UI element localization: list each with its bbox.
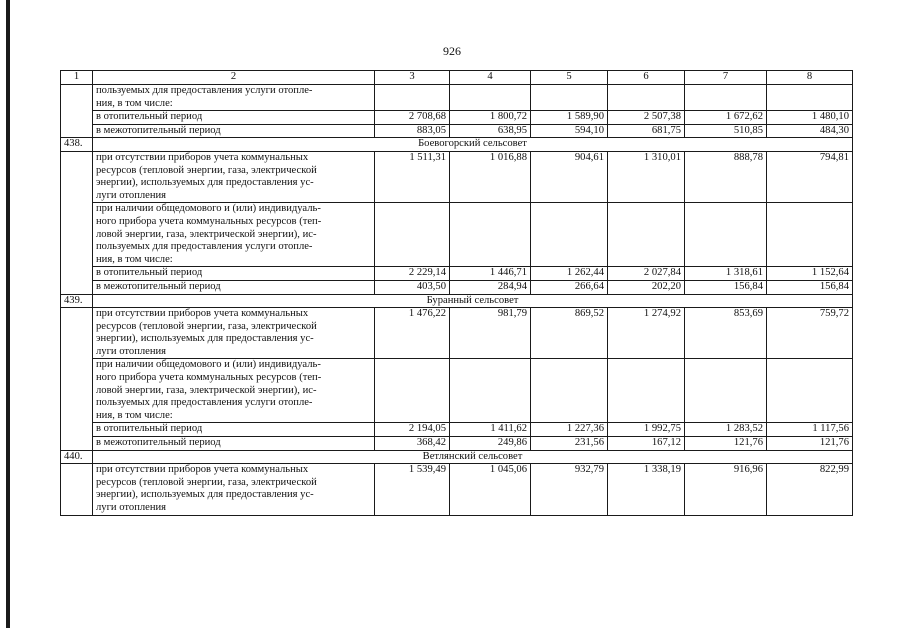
tariff-table <box>60 70 853 516</box>
value-cell: 904,61 <box>531 151 608 202</box>
empty-value-cell <box>685 203 767 267</box>
description-line: луги отопления <box>96 502 167 513</box>
description-cell <box>93 203 375 267</box>
value-cell: 822,99 <box>767 464 853 515</box>
column-header-cell: 1 <box>61 71 93 85</box>
description-line: при наличии общедомового и (или) индивидуаль- <box>96 203 321 215</box>
description-line: ния, в том числе: <box>96 253 173 265</box>
description-line: пользуемых для предоставления услуги отопле- <box>96 241 313 253</box>
value-cell: 1 227,36 <box>531 423 608 437</box>
value-cell: 853,69 <box>685 308 767 359</box>
binding-edge <box>6 0 10 628</box>
column-header-cell: 8 <box>767 71 853 85</box>
value-cell: 981,79 <box>450 308 531 359</box>
empty-value-cell <box>685 85 767 111</box>
interheating-period-row <box>61 437 853 451</box>
value-cell: 1 511,31 <box>375 151 450 202</box>
period-label: в отопительный период <box>93 111 375 125</box>
value-cell: 121,76 <box>767 437 853 451</box>
value-cell: 1 262,44 <box>531 267 608 281</box>
value-cell: 1 318,61 <box>685 267 767 281</box>
value-cell: 1 310,01 <box>608 151 685 202</box>
description-line: энергии), используемых для предоставления ус- <box>96 489 314 501</box>
value-cell: 1 274,92 <box>608 308 685 359</box>
value-cell: 1 539,49 <box>375 464 450 515</box>
row-number-cell <box>61 308 93 451</box>
no-meter-row <box>61 151 853 202</box>
description-line: луги отопления <box>96 189 167 201</box>
description-line: при отсутствии приборов учета коммунальных <box>96 151 309 163</box>
description-line: луги отопления <box>96 345 167 357</box>
value-cell: 888,78 <box>685 151 767 202</box>
description-line: ния, в том числе: <box>96 409 173 421</box>
heating-period-row <box>61 267 853 281</box>
period-label: в отопительный период <box>93 267 375 281</box>
value-cell: 1 589,90 <box>531 111 608 125</box>
description-line: пользуемых для предоставления услуги отопле- <box>96 85 313 96</box>
value-cell: 916,96 <box>685 464 767 515</box>
empty-value-cell <box>608 359 685 423</box>
empty-value-cell <box>685 359 767 423</box>
with-meter-row <box>61 203 853 267</box>
description-line: ловой энергии, газа, электрической энергии), ис- <box>96 228 317 240</box>
value-cell: 202,20 <box>608 280 685 294</box>
value-cell: 1 045,06 <box>450 464 531 515</box>
heating-period-row <box>61 111 853 125</box>
value-cell: 368,42 <box>375 437 450 451</box>
section-number: 438. <box>61 138 93 152</box>
section-header-row <box>61 294 853 308</box>
value-cell: 510,85 <box>685 124 767 138</box>
value-cell: 2 194,05 <box>375 423 450 437</box>
description-line: ния, в том числе: <box>96 97 173 109</box>
description-line: при отсутствии приборов учета коммунальных <box>96 464 309 476</box>
description-line: ловой энергии, газа, электрической энергии), ис- <box>96 384 317 396</box>
value-cell: 638,95 <box>450 124 531 138</box>
value-cell: 156,84 <box>767 280 853 294</box>
description-cell <box>93 85 375 111</box>
empty-value-cell <box>608 203 685 267</box>
value-cell: 121,76 <box>685 437 767 451</box>
value-cell: 1 672,62 <box>685 111 767 125</box>
no-meter-row <box>61 464 853 515</box>
description-cell <box>93 308 375 359</box>
section-name: Ветлянский сельсовет <box>93 450 853 464</box>
value-cell: 156,84 <box>685 280 767 294</box>
description-line: ресурсов (тепловой энергии, газа, электрической <box>96 476 317 488</box>
empty-value-cell <box>767 203 853 267</box>
value-cell: 1 152,64 <box>767 267 853 281</box>
column-header-cell: 3 <box>375 71 450 85</box>
value-cell: 869,52 <box>531 308 608 359</box>
description-line: при наличии общедомового и (или) индивидуаль- <box>96 359 321 371</box>
description-cell <box>93 359 375 423</box>
period-label: в межотопительный период <box>93 437 375 451</box>
value-cell: 1 283,52 <box>685 423 767 437</box>
value-cell: 1 476,22 <box>375 308 450 359</box>
value-cell: 2 507,38 <box>608 111 685 125</box>
value-cell: 594,10 <box>531 124 608 138</box>
empty-value-cell <box>531 359 608 423</box>
value-cell: 1 411,62 <box>450 423 531 437</box>
row-number-cell <box>61 464 93 515</box>
description-line: пользуемых для предоставления услуги отопле- <box>96 397 313 409</box>
no-meter-row <box>61 308 853 359</box>
period-label: в межотопительный период <box>93 124 375 138</box>
description-line: энергии), используемых для предоставления ус- <box>96 177 314 189</box>
description-line: при отсутствии приборов учета коммунальных <box>96 308 309 320</box>
empty-value-cell <box>531 203 608 267</box>
section-name: Буранный сельсовет <box>93 294 853 308</box>
value-cell: 1 446,71 <box>450 267 531 281</box>
description-cell <box>93 151 375 202</box>
with-meter-row <box>61 359 853 423</box>
column-header-cell: 5 <box>531 71 608 85</box>
section-name: Боевогорский сельсовет <box>93 138 853 152</box>
empty-value-cell <box>375 203 450 267</box>
value-cell: 794,81 <box>767 151 853 202</box>
section-header-row <box>61 450 853 464</box>
value-cell: 2 708,68 <box>375 111 450 125</box>
column-header-cell: 2 <box>93 71 375 85</box>
value-cell: 1 016,88 <box>450 151 531 202</box>
value-cell: 284,94 <box>450 280 531 294</box>
table-body <box>61 71 853 516</box>
description-line: ного прибора учета коммунальных ресурсов (теп- <box>96 372 322 384</box>
description-line: ного прибора учета коммунальных ресурсов (теп- <box>96 215 322 227</box>
value-cell: 2 229,14 <box>375 267 450 281</box>
value-cell: 1 480,10 <box>767 111 853 125</box>
section-number: 439. <box>61 294 93 308</box>
section-header-row <box>61 138 853 152</box>
value-cell: 681,75 <box>608 124 685 138</box>
empty-value-cell <box>767 359 853 423</box>
value-cell: 759,72 <box>767 308 853 359</box>
column-header-row <box>61 71 853 85</box>
empty-value-cell <box>608 85 685 111</box>
empty-value-cell <box>767 85 853 111</box>
description-line: ресурсов (тепловой энергии, газа, электрической <box>96 320 317 332</box>
empty-value-cell <box>531 85 608 111</box>
value-cell: 2 027,84 <box>608 267 685 281</box>
interheating-period-row <box>61 124 853 138</box>
value-cell: 1 992,75 <box>608 423 685 437</box>
description-line: ресурсов (тепловой энергии, газа, электрической <box>96 164 317 176</box>
column-header-cell: 7 <box>685 71 767 85</box>
page-number: 926 <box>443 44 461 58</box>
section-number: 440. <box>61 450 93 464</box>
heating-period-row <box>61 423 853 437</box>
value-cell: 249,86 <box>450 437 531 451</box>
period-label: в отопительный период <box>93 423 375 437</box>
row-number-cell <box>61 85 93 138</box>
description-row <box>61 85 853 111</box>
empty-value-cell <box>375 359 450 423</box>
value-cell: 266,64 <box>531 280 608 294</box>
value-cell: 403,50 <box>375 280 450 294</box>
period-label: в межотопительный период <box>93 280 375 294</box>
row-number-cell <box>61 151 93 294</box>
value-cell: 1 800,72 <box>450 111 531 125</box>
value-cell: 231,56 <box>531 437 608 451</box>
value-cell: 883,05 <box>375 124 450 138</box>
empty-value-cell <box>450 85 531 111</box>
value-cell: 1 338,19 <box>608 464 685 515</box>
empty-value-cell <box>450 203 531 267</box>
value-cell: 932,79 <box>531 464 608 515</box>
empty-value-cell <box>375 85 450 111</box>
value-cell: 1 117,56 <box>767 423 853 437</box>
interheating-period-row <box>61 280 853 294</box>
description-line: энергии), используемых для предоставления ус- <box>96 333 314 345</box>
description-cell <box>93 464 375 515</box>
column-header-cell: 6 <box>608 71 685 85</box>
column-header-cell: 4 <box>450 71 531 85</box>
value-cell: 484,30 <box>767 124 853 138</box>
empty-value-cell <box>450 359 531 423</box>
value-cell: 167,12 <box>608 437 685 451</box>
